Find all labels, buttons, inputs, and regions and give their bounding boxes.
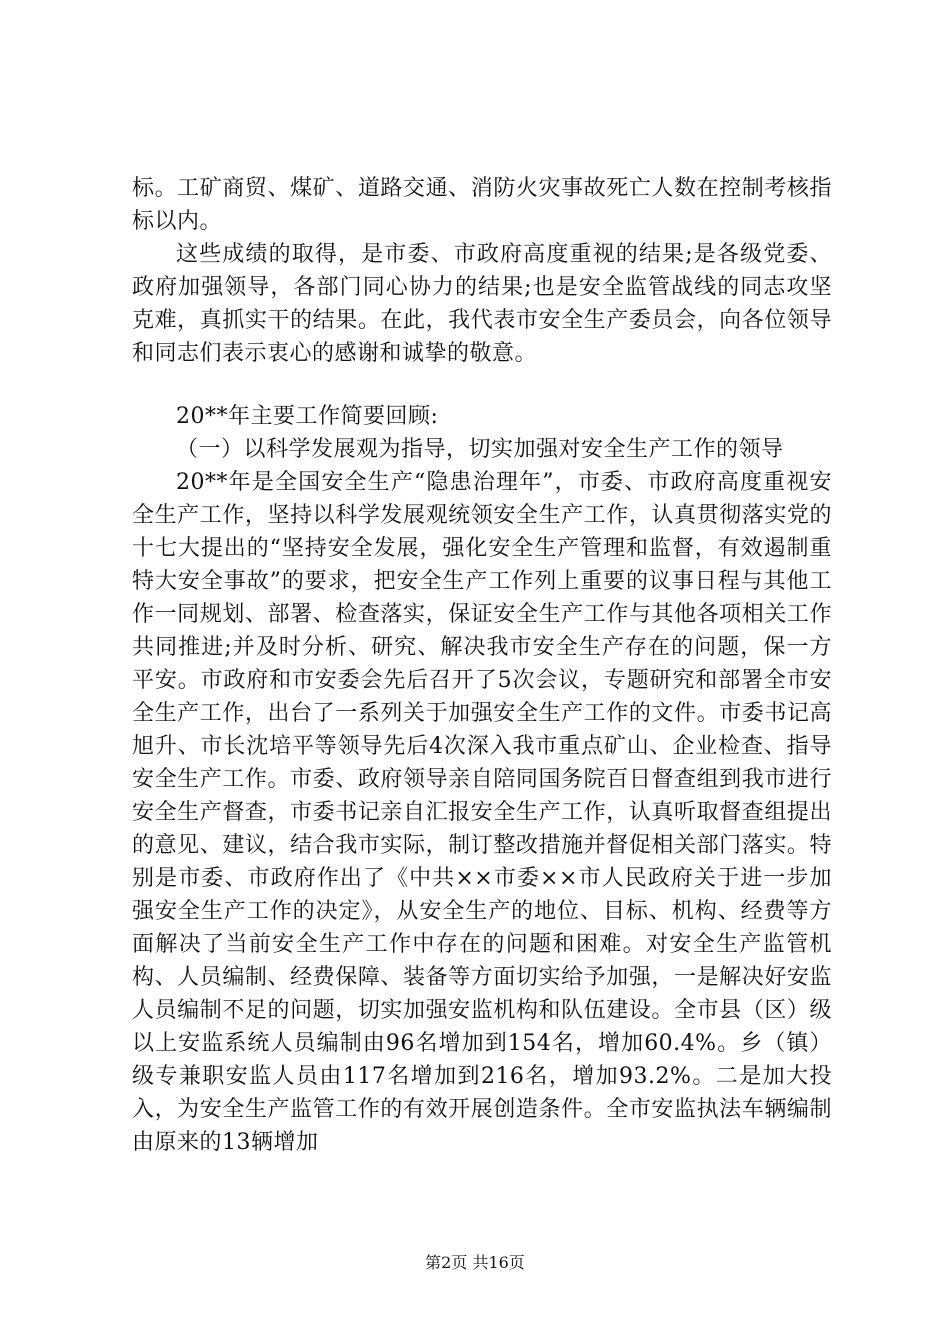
- page-number-footer: 第2页 共16页: [425, 1253, 525, 1272]
- paragraph-leadership: 20**年是全国安全生产“隐患治理年”，市委、市政府高度重视安全生产工作，坚持以科学发展观统领安全生产工作，认真贯彻落实党的十七大提出的“坚持安全发展，强化安全生产管理和监督，有效遏制重特大安全事故”的要求，把安全生产工作列上重要的议事日程与其他工作一同规划、部署、检查落实，保证安全生产工作与其他各项相关工作共同推进;并及时分析、研究、解决我市安全生产存在的问题，保一方平安。市政府和市安委会先后召开了5次会议，专题研究和部署全市安全生产工作，出台了一系列关于加强安全生产工作的文件。市委书记高旭升、市长沈培平等领导先后4次深入我市重点矿山、企业检查、指导安全生产工作。市委、政府领导亲自陪同国务院百日督查组到我市进行安全生产督查，市委书记亲自汇报安全生产工作，认真听取督查组提出的意见、建议，结合我市实际，制订整改措施并督促相关部门落实。特别是市委、市政府作出了《中共××市委××市人民政府关于进一步加强安全生产工作的决定》，从安全生产的地位、目标、机构、经费等方面解决了当前安全生产工作中存在的问题和困难。对安全生产监管机构、人员编制、经费保障、装备等方面切实给予加强，一是解决好安监人员编制不足的问题，切实加强安监机构和队伍建设。全市县（区）级以上安监系统人员编制由96名增加到154名，增加60.4%。乡（镇）级专兼职安监人员由117名增加到216名，增加93.2%。二是加大投入，为安全生产监管工作的有效开展创造条件。全市安监执法车辆编制由原来的13辆增加: [132, 470, 832, 1155]
- paragraph-gap: [132, 370, 832, 400]
- section-heading-review: 20**年主要工作简要回顾:: [176, 404, 439, 429]
- paragraph-continuation: 标。工矿商贸、煤矿、道路交通、消防火灾事故死亡人数在控制考核指标以内。: [132, 176, 832, 234]
- subsection-heading-1: （一）以科学发展观为指导，切实加强对安全生产工作的领导: [176, 437, 784, 462]
- document-body: [132, 172, 832, 1159]
- paragraph-acknowledgement: 这些成绩的取得，是市委、市政府高度重视的结果;是各级党委、政府加强领导，各部门同心协力的结果;也是安全监管战线的同志攻坚克难，真抓实干的结果。在此，我代表市安全生产委员会，向各位领导和同志们表示衷心的感谢和诚挚的敬意。: [132, 242, 832, 366]
